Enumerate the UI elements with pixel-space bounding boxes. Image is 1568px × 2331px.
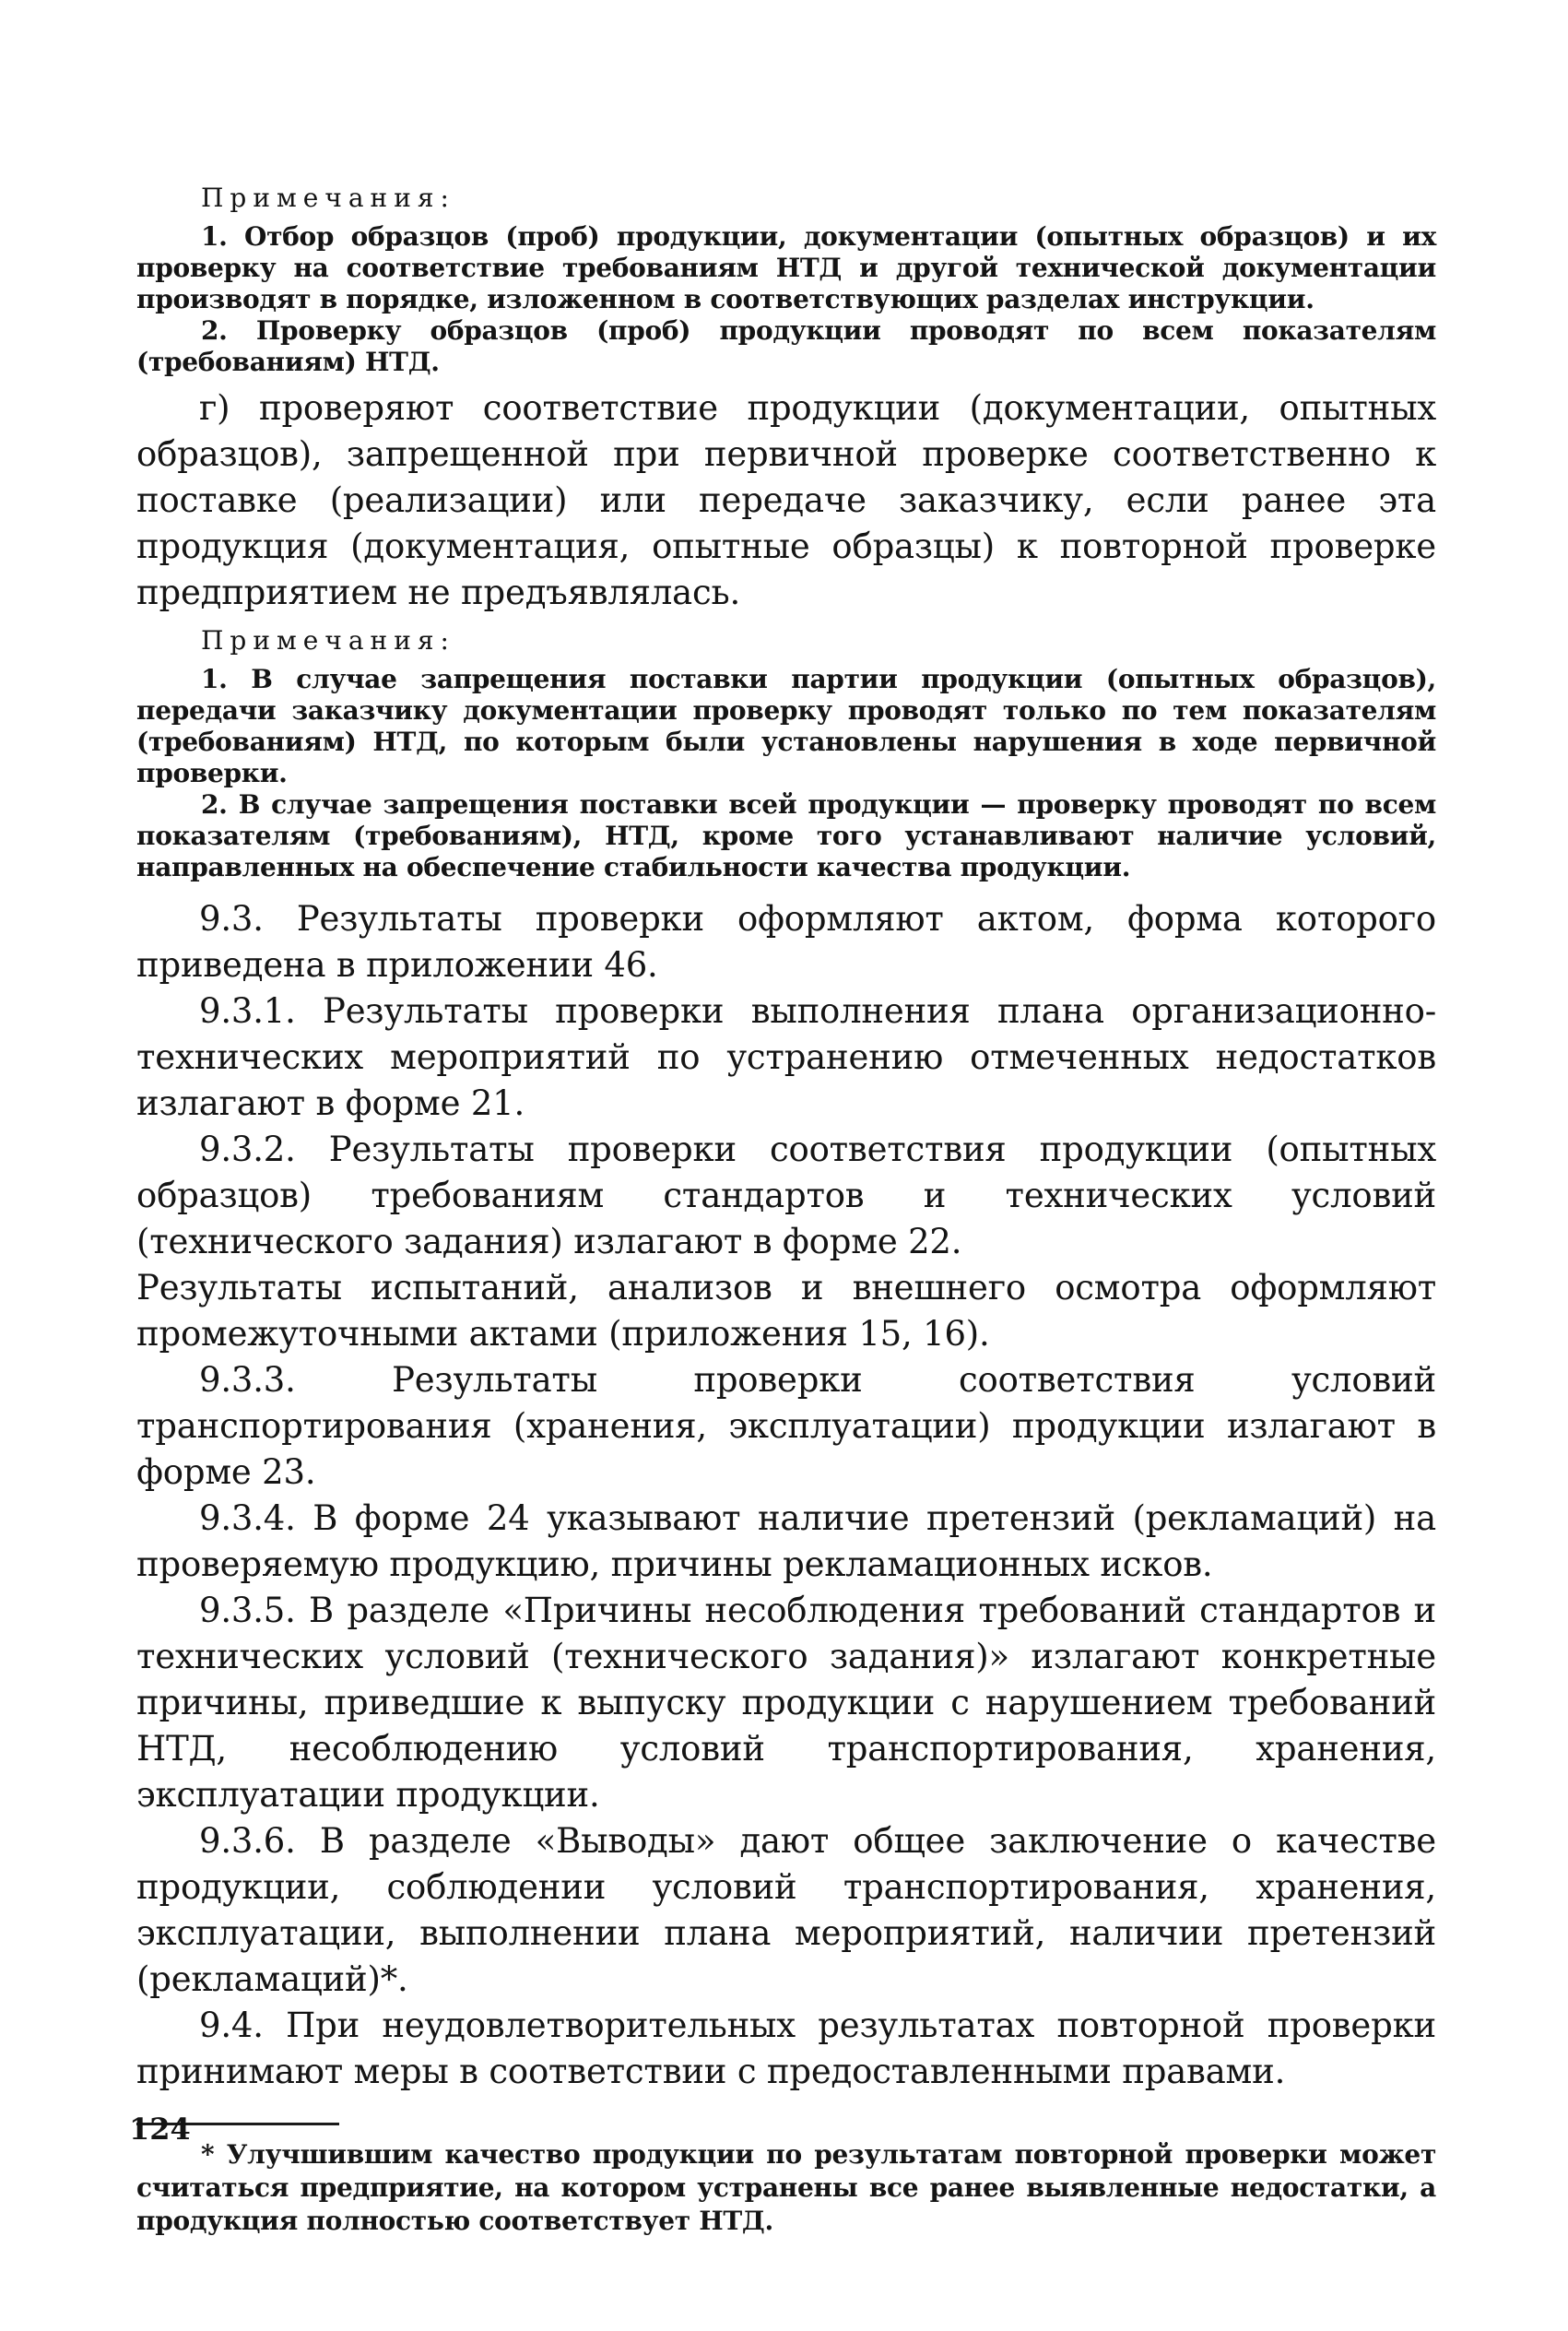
notes-heading-1: Примечания:: [201, 183, 455, 213]
paragraph-9-3-2: 9.3.2. Результаты проверки соответствия продукции (опытных образцов) требованиям стандартов и технических условий (технического задания) излагают в форме 22.: [136, 1130, 1436, 1261]
note-1-1: 1. Отбор образцов (проб) продукции, документации (опытных образцов) и их проверку на соответствие требованиям НТД и другой технической документации производят в порядке, изложенном в соответствующих разделах инструкции.: [136, 221, 1436, 314]
page-number: 124: [129, 2112, 191, 2147]
note-2-2: 2. В случае запрещения поставки всей продукции — проверку проводят по всем показателям (требованиям), НТД, кроме того устанавливают наличие условий, направленных на обеспечение стабильности качества продукции.: [136, 789, 1436, 882]
paragraph-9-3-5: 9.3.5. В разделе «Причины несоблюдения требований стандартов и технических условий (технического задания)» излагают конкретные причины, приведшие к выпуску продукции с нарушением требований НТД, несоблюдению условий транспортирования, хранения, эксплуатации продукции.: [136, 1591, 1436, 1815]
paragraph-9-3-4: 9.3.4. В форме 24 указывают наличие претензий (рекламаций) на проверяемую продукцию, причины рекламационных исков.: [136, 1498, 1436, 1584]
paragraph-results: Результаты испытаний, анализов и внешнего осмотра оформляют промежуточными актами (приложения 15, 16).: [136, 1268, 1436, 1354]
paragraph-9-3-1: 9.3.1. Результаты проверки выполнения плана организационно-технических мероприятий по устранению отмеченных недостатков излагают в форме 21.: [136, 991, 1436, 1123]
note-2-1: 1. В случае запрещения поставки партии продукции (опытных образцов), передачи заказчику документации проверку проводят только по тем показателям (требованиям) НТД, по которым были установлены нарушения в ходе первичной проверки.: [136, 664, 1436, 788]
note-1-2: 2. Проверку образцов (проб) продукции проводят по всем показателям (требованиям) НТД.: [136, 315, 1436, 377]
paragraph-9-3: 9.3. Результаты проверки оформляют актом, форма которого приведена в приложении 46.: [136, 899, 1436, 985]
paragraph-9-3-6: 9.3.6. В разделе «Выводы» дают общее заключение о качестве продукции, соблюдении условий транспортирования, хранения, эксплуатации, выполнении плана мероприятий, наличии претензий (рекламаций)*.: [136, 1821, 1436, 1999]
paragraph-9-4: 9.4. При неудовлетворительных результатах повторной проверки принимают меры в соответствии с предоставленными правами.: [136, 2006, 1436, 2091]
footnote: * Улучшившим качество продукции по результатам повторной проверки может считаться предприятие, на котором устранены все ранее выявленные недостатки, а продукция полностью соответствует НТД.: [136, 2139, 1436, 2236]
text-column: [136, 181, 1436, 2238]
paragraph-g: г) проверяют соответствие продукции (документации, опытных образцов), запрещенной при первичной проверке соответственно к поставке (реализации) или передаче заказчику, если ранее эта продукция (документация, опытные образцы) к повторной проверке предприятием не предъявлялась.: [136, 388, 1436, 612]
paragraph-9-3-3: 9.3.3. Результаты проверки соответствия условий транспортирования (хранения, эксплуатации) продукции излагают в форме 23.: [136, 1360, 1436, 1492]
notes-heading-2: Примечания:: [201, 625, 455, 656]
